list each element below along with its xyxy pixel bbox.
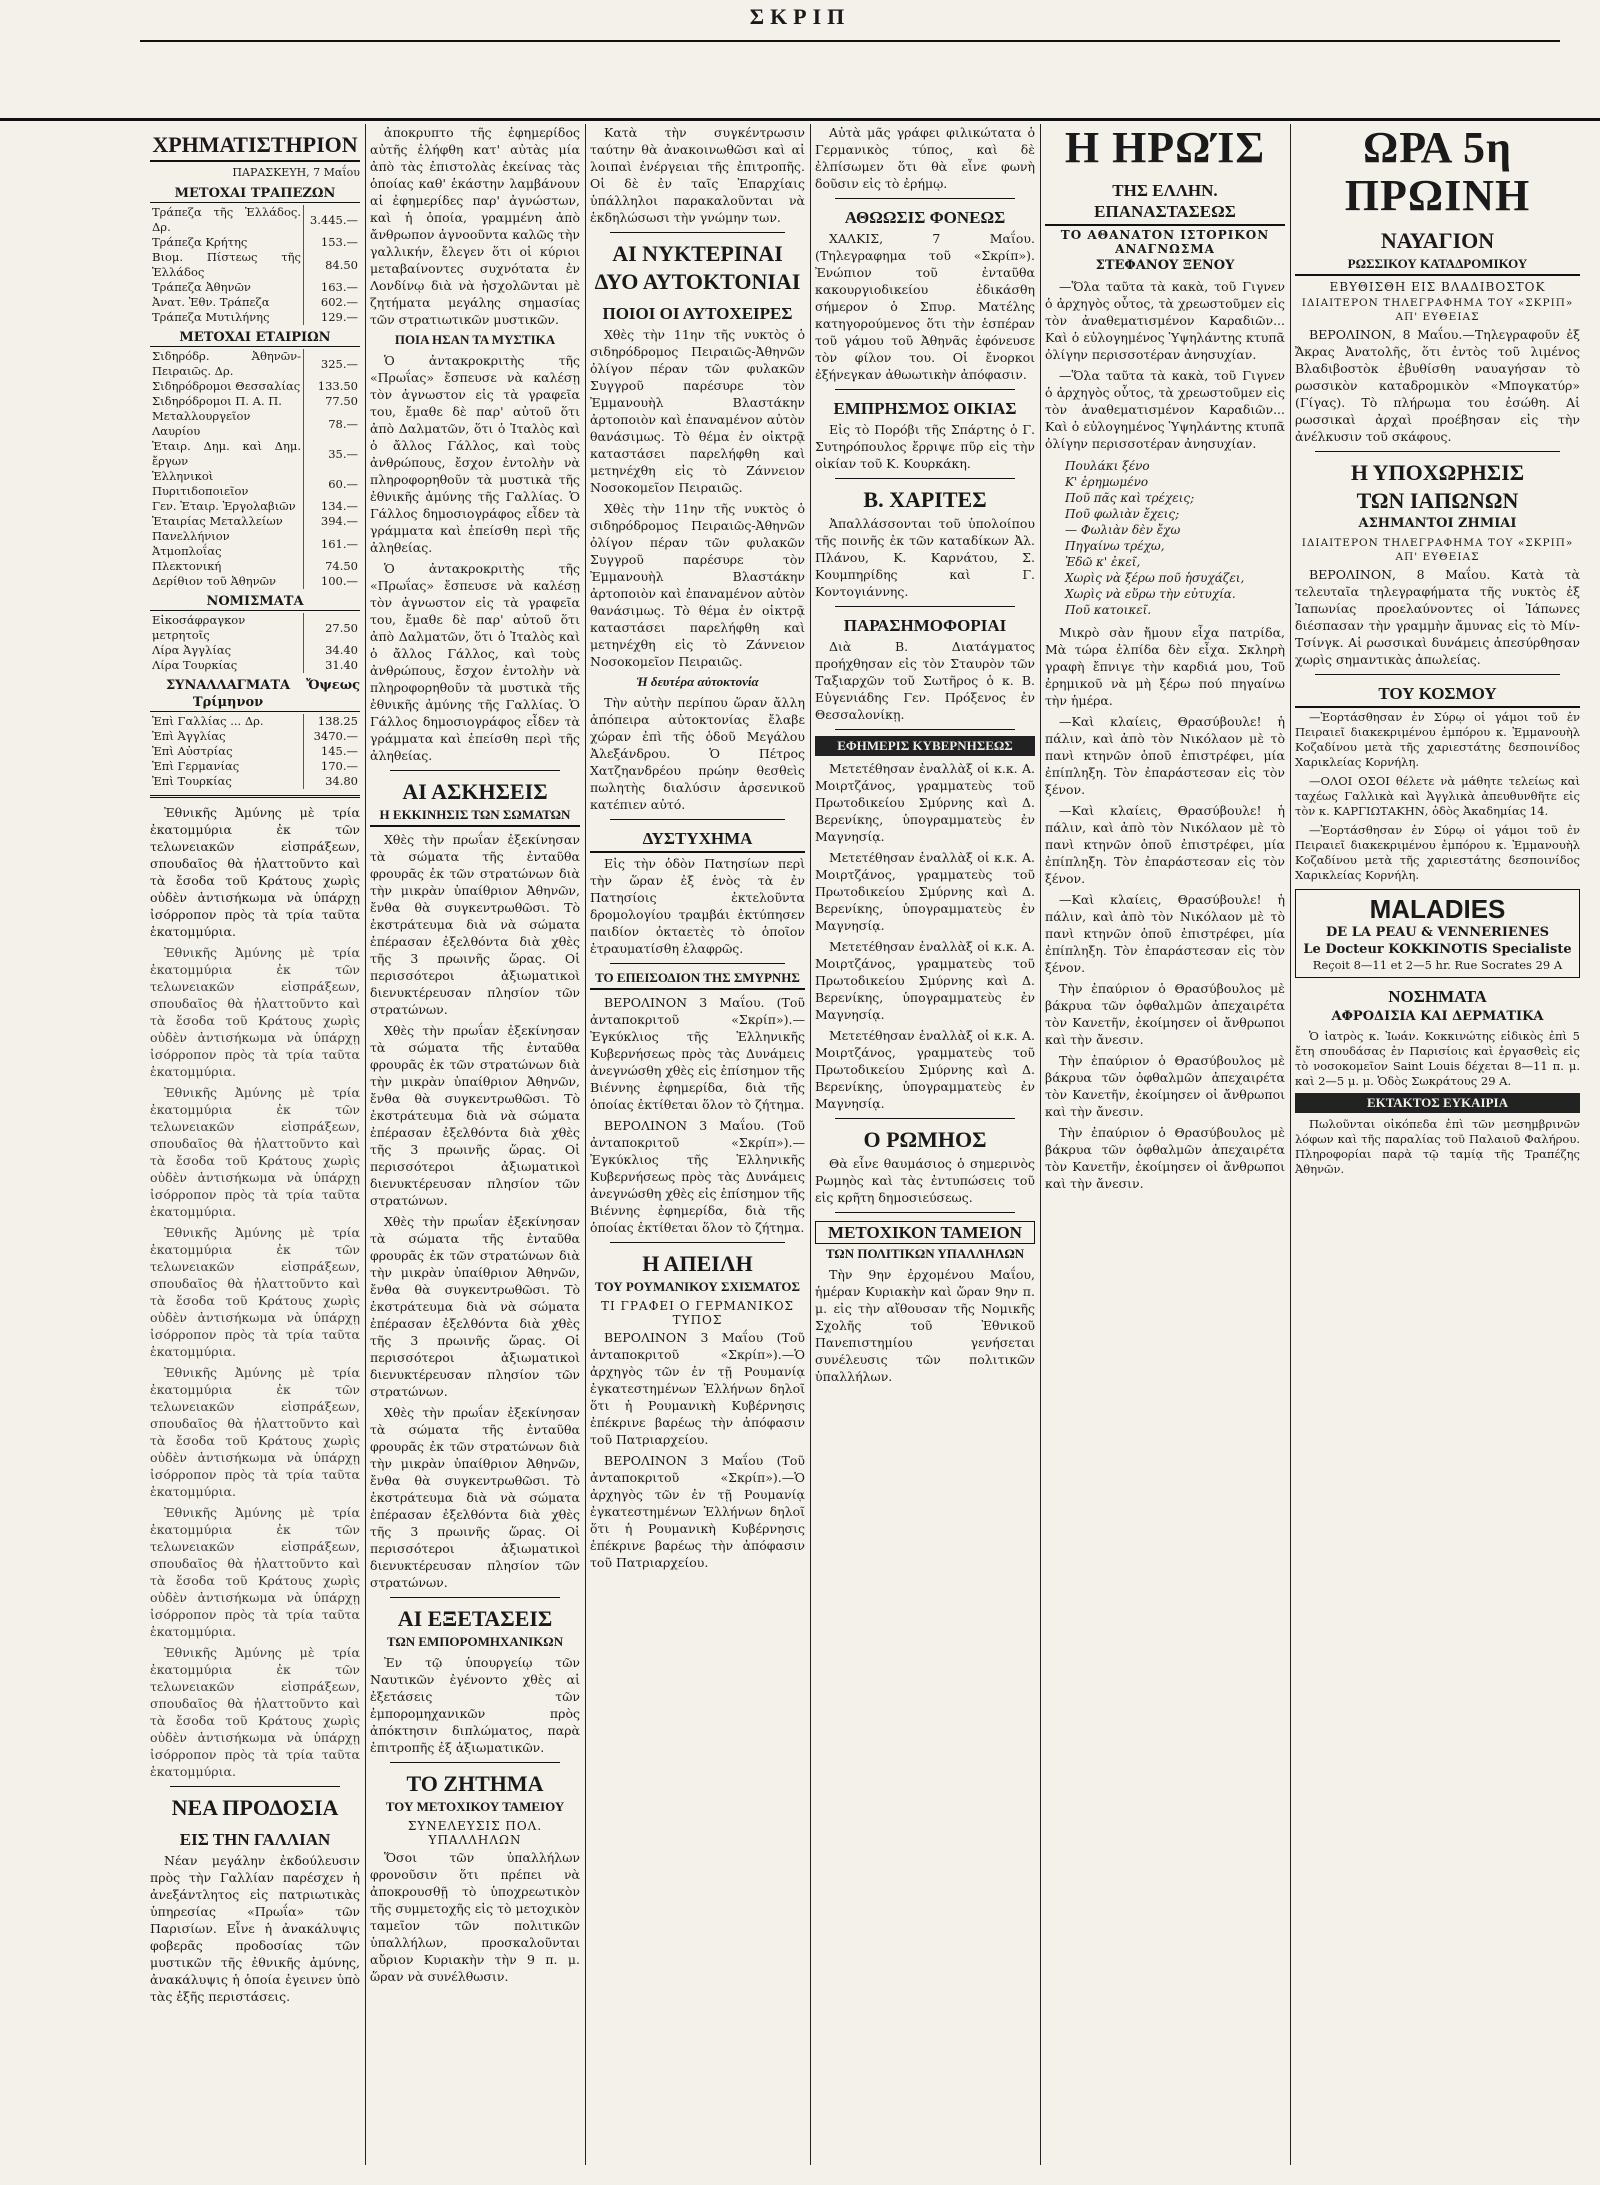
poem-line: Ποῦ πᾶς καὶ τρέχεις; <box>1065 491 1195 505</box>
story-caption: ΣΥΝΕΛΕΥΣΙΣ ΠΟΛ. ΥΠΑΛΛΗΛΩΝ <box>407 1819 543 1847</box>
rate-row <box>150 205 360 235</box>
breaking-headline: ΩΡΑ 5η ΠΡΩΙΝΗ <box>1344 124 1531 220</box>
story-body: Ἐν τῷ ὑπουργείῳ τῶν Ναυτικῶν ἐγένοντο χθὲς αἱ ἐξετάσεις τῶν ἐμπορομηχανικῶν πρὸς ἀπόκτησιν διπλώματος, παρὰ ἐπιτροπῆς ἐξ ἀξιωματικῶν. <box>370 1655 580 1755</box>
rate-label: Τράπεζα Ἀθηνῶν <box>152 280 251 294</box>
story-subtitle: ΤΟΥ ΜΕΤΟΧΙΚΟΥ ΤΑΜΕΙΟΥ <box>385 1799 565 1814</box>
story-body: Νέαν μεγάλην ἐκδούλευσιν πρὸς τὴν Γαλλίαν παρέσχεν ἡ ἀνεξάντλητος εἰς πατριωτικὰς ὑπηρεσίας «Πρωΐα» τῶν Παρισίων. Εἶνε ἡ ἀνακάλυψις φοβερᾶς προδοσίας τῶν μυστικῶν τῆς ἐθνικῆς ἀμύνης, ἀνακάλυψις ἡ ὁποία ἐγεινεν ὑπὸ τὰς ἑξῆς περιστάσεις. <box>150 1853 360 2004</box>
poem <box>1065 458 1285 618</box>
article-body: Ἐθνικῆς Ἀμύνης μὲ τρία ἐκατομμύρια ἐκ τῶν τελωνειακῶν εἰσπράξεων, σπουδαῖος θὰ ἠλαττοῦντο καὶ τὰ ἔσοδα τοῦ Κράτους χωρὶς οὐδὲν ἀντισήκωμα νὰ ὑπάρχῃ ἰσόρροπον πρὸς τὰ τρία ταῦτα ἑκατομμύρια. <box>150 1225 360 1359</box>
rate-row <box>150 349 360 379</box>
rate-label: Βιομ. Πίστεως τῆς Ἑλλάδος <box>152 250 301 279</box>
rate-value: 153.— <box>304 235 361 250</box>
rate-value: 34.80 <box>304 774 361 789</box>
rate-value: 84.50 <box>304 250 361 280</box>
serial-subtitle: ΤΗΣ ΕΛΛΗΝ. ΕΠΑΝΑΣΤΑΣΕΩΣ <box>1045 180 1285 226</box>
story-body: Χθὲς τὴν πρωΐαν ἐξεκίνησαν τὰ σώματα τῆς ἐνταῦθα φρουρᾶς ἐκ τῶν στρατώνων διὰ τὴν μικρὰν ὑπαίθριον Ἀθηνῶν, ἔνθα θὰ συγκεντρωθῶσι. Τὸ ἐκστράτευμα διὰ νὰ σώματα ἐπέρασαν ἐξελθόντα διὰ χθὲς τῆς 3 πρωινῆς ὥρας. Οἱ περισσότεροι ἀξιωματικοὶ διενυκτέρευσαν πλησίον τῶν στρατώνων. <box>370 1214 580 1399</box>
rate-value: 161.— <box>304 529 361 559</box>
story-caption: ΙΔΙΑΙΤΕΡΟΝ ΤΗΛΕΓΡΑΦΗΜΑ ΤΟΥ «ΣΚΡΙΠ» ΑΠ' ΕΥΘΕΙΑΣ <box>1301 297 1574 323</box>
rate-row <box>150 774 360 789</box>
story-caption: ΑΣΗΜΑΝΤΟΙ ΖΗΜΙΑΙ <box>1358 516 1517 531</box>
story-title: ΝΑΥΑΓΙΟΝ <box>1380 228 1495 253</box>
story-title: Η ΑΠΕΙΛΗ <box>642 1251 753 1276</box>
rate-label: Τράπεζα Μυτιλήνης <box>152 310 270 324</box>
divider <box>610 1242 785 1243</box>
story-title: ΤΟ ΖΗΤΗΜΑ <box>406 1771 544 1796</box>
poem-line: Χωρὶς νὰ ξέρω ποῦ ἡσυχάζει, <box>1065 571 1245 585</box>
rate-row <box>150 280 360 295</box>
column-divider <box>810 124 811 2165</box>
double-rule <box>150 795 360 798</box>
stock-exchange-title: ΧΡΗΜΑΤΙΣΤΗΡΙΟΝ <box>150 132 360 162</box>
rate-value: 145.— <box>304 744 361 759</box>
story-body: Μετετέθησαν ἐναλλὰξ οἱ κ.κ. Α. Μοιρτζάνος, γραμματεὺς τοῦ Πρωτοδικείου Σμύρνης καὶ Δ. Βερενίκης, ὑπογραμματεὺς ἐν Μαγνησίᾳ. <box>815 761 1035 844</box>
story-subtitle: ΤΩΝ ΕΜΠΟΡΟΜΗΧΑΝΙΚΩΝ <box>386 1634 564 1649</box>
story-subtitle: ΕΙΣ ΤΗΝ ΓΑΛΛΙΑΝ <box>179 1830 331 1849</box>
rate-row <box>150 643 360 658</box>
banks-table <box>150 205 360 325</box>
rate-label: Εἰκοσάφραγκον μετρητοῖς <box>152 613 246 642</box>
story-caption: ΙΔΙΑΙΤΕΡΟΝ ΤΗΛΕΓΡΑΦΗΜΑ ΤΟΥ «ΣΚΡΙΠ» ΑΠ' ΕΥΘΕΙΑΣ <box>1301 537 1574 563</box>
rate-value: 394.— <box>304 514 361 529</box>
story-body: Χθὲς τὴν πρωΐαν ἐξεκίνησαν τὰ σώματα τῆς ἐνταῦθα φρουρᾶς ἐκ τῶν στρατώνων διὰ τὴν μικρὰν ὑπαίθριον Ἀθηνῶν, ἔνθα θὰ συγκεντρωθῶσι. Τὸ ἐκστράτευμα διὰ νὰ σώματα ἐπέρασαν ἐξελθόντα διὰ χθὲς τῆς 3 πρωινῆς ὥρας. Οἱ περισσότεροι ἀξιωματικοὶ διενυκτέρευσαν πλησίον τῶν στρατώνων. <box>370 1405 580 1590</box>
ad-title: ΕΚΤΑΚΤΟΣ ΕΥΚΑΙΡΙΑ <box>1295 1093 1580 1113</box>
story-body: Θὰ εἶνε θαυμάσιος ὁ σημερινὸς Ρωμηὸς καὶ τὰς ἐντυπώσεις τοῦ εἰς κρῆτη δημοσιεύσεως. <box>815 1156 1035 1205</box>
story-title: ΑΙ ΝΥΚΤΕΡΙΝΑΙ <box>612 241 783 266</box>
divider <box>610 232 785 233</box>
column-2 <box>370 124 580 2165</box>
rate-value: 138.25 <box>304 714 361 729</box>
divider <box>1315 674 1560 675</box>
story-body: Ὅσοι τῶν ὑπαλλήλων φρονοῦσιν ὅτι πρέπει νὰ ἀποκρουσθῇ τὸ ὑποχρεωτικὸν τῆς συμμετοχῆς εἰς τὸ μετοχικὸν ταμεῖον τῶν πολιτικῶν ὑπαλλήλων, προσκαλοῦνται αὔριον Κυριακὴν τὴν 9 π. μ. ὥραν νὰ συνέλθωσιν. <box>370 1850 580 1984</box>
story-body: Τὴν 9ην ἐρχομένου Μαΐου, ἡμέραν Κυριακὴν καὶ ὥραν 9ην π. μ. εἰς τὴν αἴθουσαν τῆς Νομικῆς Σχολῆς τοῦ Ἐθνικοῦ Πανεπιστημίου γενήσεται συνέλευσις τῶν πολιτικῶν ὑπαλλήλων. <box>815 1267 1035 1384</box>
rate-row <box>150 658 360 673</box>
poem-line: Ποῦ κατοικεῖ. <box>1065 603 1152 617</box>
article-body: Ὁ ἀντακροκριτὴς τῆς «Πρωΐας» ἔσπευσε νὰ καλέσῃ τὸν ἀγνωστον εἰς τὰ γραφεῖα του, ἔμαθε δὲ παρ' αὐτοῦ ὅτι ἀπὸ Δαλματῶν, ὅτι ὁ Ἰταλὸς καὶ ὁ ἄλλος Γάλλος, καὶ τοὺς ἀνθρώπους, ἔσχον ἐντολὴν νὰ πληροφορηθοῦν τὰ μυστικὰ τῆς ἐθνικῆς ἀμύνης τῆς Γαλλίας. Ὁ Γάλλος δημοσιογράφος εἶδεν τὰ γράμματα καὶ ἐπείσθη περὶ τῆς ἀληθείας. <box>370 561 580 763</box>
story-title: ΑΙ ΑΣΚΗΣΕΙΣ <box>402 779 548 804</box>
story-body: Χθὲς τὴν πρωΐαν ἐξεκίνησαν τὰ σώματα τῆς ἐνταῦθα φρουρᾶς ἐκ τῶν στρατώνων διὰ τὴν μικρὰν ὑπαίθριον Ἀθηνῶν, ἔνθα θὰ συγκεντρωθῶσι. Τὸ ἐκστράτευμα διὰ νὰ σώματα ἐπέρασαν ἐξελθόντα διὰ χθὲς τῆς 3 πρωινῆς ὥρας. Οἱ περισσότεροι ἀξιωματικοὶ διενυκτέρευσαν πλησίον τῶν στρατώνων. <box>370 832 580 1017</box>
rate-label: Τράπεζα Κρήτης <box>152 235 248 249</box>
rate-label: Πανελλήνιον Ἀτμοπλοΐας <box>152 529 230 558</box>
rate-label: Λίρα Τουρκίας <box>152 658 238 672</box>
rate-row <box>150 729 360 744</box>
divider <box>835 1118 1015 1119</box>
story-title-line2: ΤΩΝ ΙΑΠΩΝΩΝ <box>1356 488 1519 513</box>
column-divider <box>585 124 586 2165</box>
serial-body: —Ὅλα ταῦτα τὰ κακὰ, τοῦ Γιγνεν ὁ ἀρχηγὸς οὗτος, τὰ χρεωστοῦμεν εἰς τὸν ἀναθεματισμένον Καραδιῶν... Καὶ ὁ εὐλογημένος Ὑψηλάντης κτυπᾶ ὀλίγην περισσοτέραν ἀνησυχίαν. <box>1045 368 1285 451</box>
story-body: Χθὲς τὴν πρωΐαν ἐξεκίνησαν τὰ σώματα τῆς ἐνταῦθα φρουρᾶς ἐκ τῶν στρατώνων διὰ τὴν μικρὰν ὑπαίθριον Ἀθηνῶν, ἔνθα θὰ συγκεντρωθῶσι. Τὸ ἐκστράτευμα διὰ νὰ σώματα ἐπέρασαν ἐξελθόντα διὰ χθὲς τῆς 3 πρωινῆς ὥρας. Οἱ περισσότεροι ἀξιωματικοὶ διενυκτέρευσαν πλησίον τῶν στρατώνων. <box>370 1023 580 1208</box>
story-title: ΜΕΤΟΧΙΚΟΝ ΤΑΜΕΙΟΝ <box>815 1221 1035 1244</box>
rate-row <box>150 744 360 759</box>
paper-name: ΣΚΡΙΠ <box>749 4 851 29</box>
story-subtitle: Η ΕΚΚΙΝΗΣΙΣ ΤΩΝ ΣΩΜΑΤΩΝ <box>370 807 580 827</box>
rate-row <box>150 499 360 514</box>
rate-label: Μεταλλουργεῖον Λαυρίου <box>152 409 251 438</box>
article-body: ἀποκρυπτο τῆς ἐφημερίδος αὐτῆς ἐλήφθη κατ' αὐτὰς μία ἀπὸ τὰς ἐπιστολὰς ἐκείνας τὰς ὁποίας καθ' ἑκάστην λαμβάνουν αἱ ἐφημερίδες παρ' ἀγνώστων, καὶ ἡ ὁποία, γραμμένη ἀπὸ ἄνθρωπον ἀγνοοῦντα καλῶς τὴν γαλλικήν, ἔλεγεν ὅτι οἱ κύριοι μεταβαίνοντες συχνότατα ἐν Λονδίνῳ διὰ νὰ ἠσχολῶνται μὲ ζητήματα μεγάλης σημασίας τῶν στρατιωτικῶν μυστικῶν. <box>370 125 580 327</box>
divider <box>835 1212 1015 1213</box>
rate-value: 78.— <box>304 409 361 439</box>
story-body: Εἰς τὸ Πορόβι τῆς Σπάρτης ὁ Γ. Συτηρόπουλος ἔρριψε πῦρ εἰς τὴν οἰκίαν τοῦ Κ. Κουρκάκη. <box>815 422 1035 471</box>
story-body: —Ἑορτάσθησαν ἐν Σύρῳ οἱ γάμοι τοῦ ἐν Πειραιεῖ διακεκριμένου ἐμπόρου κ. Ἐμμανουὴλ Κοζαδίνου μετὰ τῆς χαριεστάτης δεσποινίδος Χαρικλείας Κορνήλη. <box>1295 823 1580 882</box>
rate-row <box>150 439 360 469</box>
rate-value: 170.— <box>304 759 361 774</box>
coins-header: ΝΟΜΙΣΜΑΤΑ <box>150 593 360 611</box>
rate-row <box>150 310 360 325</box>
rate-label: Γεν. Ἑταιρ. Ἐργολαβιῶν <box>152 499 296 513</box>
ad-doctor: Le Docteur KOKKINOTIS Specialiste <box>1303 942 1572 957</box>
rate-row <box>150 574 360 589</box>
rate-value: 602.— <box>304 295 361 310</box>
story-title: Ο ΡΩΜΗΟΣ <box>863 1127 987 1152</box>
rate-label: Ἑταιρ. Δημ. καὶ Δημ. ἔργων <box>152 439 301 468</box>
story-title: ΤΟ ΕΠΕΙΣΟΔΙΟΝ ΤΗΣ ΣΜΥΡΝΗΣ <box>590 970 805 990</box>
fx-header-left: ΣΥΝΑΛΛΑΓΜΑΤΑ Τρίμηνον <box>165 678 291 710</box>
poem-line: Πηγαίνω τρέχω, <box>1065 539 1165 553</box>
masthead-rule <box>140 40 1560 42</box>
rate-label: Τράπεζα τῆς Ἑλλάδος. Δρ. <box>152 205 301 234</box>
serial-caption: ΤΟ ΑΘΑΝΑΤΟΝ ΙΣΤΟΡΙΚΟΝ ΑΝΑΓΝΩΣΜΑ <box>1060 228 1270 256</box>
divider <box>170 1786 340 1787</box>
rate-row <box>150 379 360 394</box>
ad-title: ΝΟΣΗΜΑΤΑ <box>1388 987 1487 1006</box>
rate-label: Πλεκτονική <box>152 559 222 573</box>
rate-row <box>150 469 360 499</box>
serial-body: —Καὶ κλαίεις, Θρασύβουλε! ἡ πάλιν, καὶ ἀπὸ τὸν Νικόλαον μὲ τὸ πανὶ κτηνῶν ὁποῦ ἐπιστρέφει, μία ἐπίπληξη. Τὸν ἐπαράστεσαν εἰς τὸν ξένον. <box>1045 892 1285 975</box>
story-title-line2: ΔΥΟ ΑΥΤΟΚΤΟΝΙΑΙ <box>594 269 801 294</box>
divider <box>1315 451 1560 452</box>
rate-value: 325.— <box>304 349 361 379</box>
rate-value: 133.50 <box>304 379 361 394</box>
divider <box>610 819 785 820</box>
rate-value: 129.— <box>304 310 361 325</box>
story-body: ΒΕΡΟΛΙΝΟΝ 3 Μαΐου. (Τοῦ ἀνταποκριτοῦ «Σκρίπ»).—Ἐγκύκλιος τῆς Ἑλληνικῆς Κυβερνήσεως πρὸς τὰς Δυνάμεις ἀνεγνώσθη χθὲς εἰς ἐπίσημον τῆς Βιέννης ἐφημερίδα, διὰ τῆς ὁποίας ἐκτίθεται ὅλον τὸ ζήτημα. <box>590 995 805 1112</box>
story-body: Ἀπαλλάσσονται τοῦ ὑπολοίπου τῆς ποινῆς ἐκ τῶν καταδίκων Ἀλ. Πλάνου, Κ. Καρνάτου, Σ. Κουμπηρίδης καὶ Γ. Κοντογιάννης. <box>815 516 1035 599</box>
serial-body: Τὴν ἐπαύριον ὁ Θρασύβουλος μὲ βάκρυα τῶν ὀφθαλμῶν ἀπεχαιρέτα τὸν Κανετῆν, ἐκοίμησεν οἱ ἄνθρωποι καὶ τὴν ἄνεσιν. <box>1045 1125 1285 1191</box>
story-body: Χθὲς τὴν 11ην τῆς νυκτὸς ὁ σιδηρόδρομος Πειραιῶς-Ἀθηνῶν ὀλίγον πέραν τῶν φυλακῶν Συγγροῦ παρέσυρε τὸν Ἐμμανουὴλ Βλαστάκην ἀρτοποιὸν καὶ ἐπαναμένον αὐτὸν θανάσιμως. Τὸ θέμα ἐν οἰκτρᾷ καταστάσει παρελήφθη καὶ μετηνέχθη εἰς τὸ Ζάννειον Νοσοκομεῖον Πειραιῶς. <box>590 501 805 669</box>
rate-value: 35.— <box>304 439 361 469</box>
divider <box>610 963 785 964</box>
rate-row <box>150 235 360 250</box>
story-title: Η ΥΠΟΧΩΡΗΣΙΣ <box>1350 460 1525 485</box>
rate-label: Ἐπὶ Γερμανίας <box>152 759 240 773</box>
story-title: ΤΟΥ ΚΟΣΜΟΥ <box>1295 683 1580 708</box>
rate-label: Ἐπὶ Τουρκίας <box>152 774 232 788</box>
rate-label: Ἑλληνικοὶ Πυριτιδοποιεῖον <box>152 469 249 498</box>
divider <box>390 770 560 771</box>
article-body: Ἐθνικῆς Ἀμύνης μὲ τρία ἐκατομμύρια ἐκ τῶν τελωνειακῶν εἰσπράξεων, σπουδαῖος θὰ ἠλαττοῦντο καὶ τὰ ἔσοδα τοῦ Κράτους χωρὶς οὐδὲν ἀντισήκωμα νὰ ὑπάρχῃ ἰσόρροπον πρὸς τὰ τρία ταῦτα ἑκατομμύρια. <box>150 945 360 1079</box>
rate-label: Ἀνατ. Ἐθν. Τράπεζα <box>152 295 270 309</box>
rate-label: Σιδηρόδρ. Ἀθηνῶν-Πειραιῶς. Δρ. <box>152 349 301 378</box>
rate-label: Ἐπὶ Ἀγγλίας <box>152 729 226 743</box>
divider <box>835 478 1015 479</box>
serial-body: Τὴν ἐπαύριον ὁ Θρασύβουλος μὲ βάκρυα τῶν ὀφθαλμῶν ἀπεχαιρέτα τὸν Κανετῆν, ἐκοίμησεν οἱ ἄνθρωποι καὶ τὴν ἄνεσιν. <box>1045 1053 1285 1119</box>
article-body: Ἐθνικῆς Ἀμύνης μὲ τρία ἐκατομμύρια ἐκ τῶν τελωνειακῶν εἰσπράξεων, σπουδαῖος θὰ ἠλαττοῦντο καὶ τὰ ἔσοδα τοῦ Κράτους χωρὶς οὐδὲν ἀντισήκωμα νὰ ὑπάρχῃ ἰσόρροπον πρὸς τὰ τρία ταῦτα ἑκατομμύρια. <box>150 1085 360 1219</box>
story-subtitle: ΤΩΝ ΠΟΛΙΤΙΚΩΝ ΥΠΑΛΛΗΛΩΝ <box>825 1246 1025 1261</box>
story-body: —Ἑορτάσθησαν ἐν Σύρῳ οἱ γάμοι τοῦ ἐν Πειραιεῖ διακεκριμένου ἐμπόρου κ. Ἐμμανουὴλ Κοζαδίνου μετὰ τῆς χαριεστάτης δεσποινίδος Χαρικλείας Κορνήλη. <box>1295 710 1580 769</box>
rate-row <box>150 514 360 529</box>
fx-table <box>150 714 360 789</box>
column-divider <box>365 124 366 2165</box>
article-body: Κατὰ τὴν συγκέντρωσιν ταύτην θὰ ἀνακοινωθῶσι καὶ αἱ λοιπαὶ ἐνέργειαι τῆς ἐπιτροπῆς. Οἱ δὲ ἐν ταῖς Ἐπαρχίαις ὑπάλληλοι παρακαλοῦνται νὰ ἐκδηλώσωσι τὴν γνώμην των. <box>590 125 805 225</box>
poem-line: Χωρὶς νὰ εὕρω τὴν εὐτυχία. <box>1065 587 1236 601</box>
story-subtitle: ΤΟΥ ΡΟΥΜΑΝΙΚΟΥ ΣΧΙΣΜΑΤΟΣ <box>595 1279 800 1294</box>
story-body: ΒΕΡΟΛΙΝΟΝ 3 Μαΐου. (Τοῦ ἀνταποκριτοῦ «Σκρίπ»).—Ἐγκύκλιος τῆς Ἑλληνικῆς Κυβερνήσεως πρὸς τὰς Δυνάμεις ἀνεγνώσθη χθὲς εἰς ἐπίσημον τῆς Βιέννης ἐφημερίδα, διὰ τῆς ὁποίας ἐκτίθεται ὅλον τὸ ζήτημα. <box>590 1118 805 1235</box>
rate-row <box>150 295 360 310</box>
exchange-day: ΠΑΡΑΣΚΕΥΗ, 7 Μαΐου <box>232 166 360 179</box>
rate-label: Ἐπὶ Αὐστρίας <box>152 744 233 758</box>
serial-body: —Καὶ κλαίεις, Θρασύβουλε! ἡ πάλιν, καὶ ἀπὸ τὸν Νικόλαον μὲ τὸ πανὶ κτηνῶν ὁποῦ ἐπιστρέφει, μία ἐπίπληξη. Τὸν ἐπαράστεσαν εἰς τὸν ξένον. <box>1045 803 1285 886</box>
story-body: Διὰ Β. Διατάγματος προήχθησαν εἰς τὸν Σταυρὸν τῶν Ταξιαρχῶν τοῦ Σωτῆρος ὁ κ. Β. Εὐγενιάδης Γεν. Πρόξενος ἐν Θεσσαλονίκῃ. <box>815 639 1035 722</box>
story-body: ΒΕΡΟΛΙΝΟΝ 3 Μαΐου (Τοῦ ἀνταποκριτοῦ «Σκρίπ»).—Ὁ ἀρχηγὸς τῶν ἐν τῇ Ρουμανίᾳ ἐγκατεστημένων Ἑλλήνων δηλοῖ ὅτι ἡ Ρουμανικὴ Κυβέρνησις ἐπέκρινε βαρέως τὴν ἀπόφασιν τοῦ Πατριαρχείου. <box>590 1330 805 1447</box>
article-body: Τὴν αὐτὴν περίπου ὥραν ἄλλη ἀπόπειρα αὐτοκτονίας ἔλαβε χώραν ἐπὶ τῆς ὁδοῦ Μεγάλου Ἀλεξάνδρου. Ὁ Πέτρος Χατζηανδρέου πρώην θεσθεὶς πωλητὴς διαλύσιν ἀρσενικοῦ κατέπιεν αὐτό. <box>590 695 805 812</box>
story-body: Εἰς τὴν ὁδὸν Πατησίων περὶ τὴν ὥραν ἐξ ἑνὸς τὰ ἐν Πατησίοις ἐκτελοῦντα δρομολογίου τραμβάι ἐκτύπησεν παιδίον ὀκταετὲς τὸ ὁποῖον ἐτραυματίσθη ἐλαφρῶς. <box>590 856 805 956</box>
story-body: Μετετέθησαν ἐναλλὰξ οἱ κ.κ. Α. Μοιρτζάνος, γραμματεὺς τοῦ Πρωτοδικείου Σμύρνης καὶ Δ. Βερενίκης, ὑπογραμματεὺς ἐν Μαγνησίᾳ. <box>815 939 1035 1022</box>
story-body: —ΟΛΟΙ ΟΣΟΙ θέλετε νὰ μάθητε τελείως καὶ ταχέως Γαλλικὰ καὶ Ἀγγλικὰ ἀπευθυνθῆτε εἰς τὸν κ. ΚΑΡΓΙΩΤΑΚΗΝ, ὁδὸς Ἀκαδημίας 14. <box>1295 774 1580 818</box>
rate-row <box>150 529 360 559</box>
rate-value: 134.— <box>304 499 361 514</box>
story-body: ΧΑΛΚΙΣ, 7 Μαΐου. (Τηλεγραφημα τοῦ «Σκρίπ»). Ἐνώπιον τοῦ ἐνταῦθα κακουργιοδικείου ἐδικάσθη σήμερον ὁ Σπυρ. Ματέλης κατηγορούμενος ὅτι τὴν ἑσπέραν τοῦ γάμου τοῦ Ἀθηνᾶς ἐφόνευσε τὸν φίλον του. Οἱ ἔνορκοι ἐξήνεγκαν ἀθωωτικὴν ἀπόφασιν. <box>815 231 1035 382</box>
story-title: ΑΘΩΩΣΙΣ ΦΟΝΕΩΣ <box>844 208 1006 227</box>
poem-line: Ἐδῶ κ' ἐκεῖ, <box>1065 555 1141 569</box>
ad-body: Ὁ ἰατρὸς κ. Ἰωάν. Κοκκινώτης εἰδικὸς ἐπὶ 5 ἔτη σπουδάσας ἐν Παρισίοις καὶ ἐργασθεὶς εἰς τὸ νοσοκομεῖον Saint Louis δέχεται 8—11 π. μ. καὶ 2—5 μ. μ. Ὁδὸς Σωκράτους 29 Α. <box>1295 1029 1580 1088</box>
article-body: Αὐτὰ μᾶς γράφει φιλικώτατα ὁ Γερμανικὸς τύπος, καὶ δὲ ἐλπίσωμεν ὅτι θὰ εἶνε φωνὴ δοῦσιν εἰς τὸ ἐρήμῳ. <box>815 125 1035 191</box>
column-divider <box>1290 124 1291 2165</box>
ad-title: MALADIES <box>1369 894 1506 924</box>
rate-value: 27.50 <box>304 613 361 643</box>
rate-value: 77.50 <box>304 394 361 409</box>
story-body: Χθὲς τὴν 11ην τῆς νυκτὸς ὁ σιδηρόδρομος Πειραιῶς-Ἀθηνῶν ὀλίγον πέραν τῶν φυλακῶν Συγγροῦ παρέσυρε τὸν Ἐμμανουὴλ Βλαστάκην ἀρτοποιὸν καὶ ἐπαναμένον αὐτὸν θανάσιμως. Τὸ θέμα ἐν οἰκτρᾷ καταστάσει παρελήφθη καὶ μετηνέχθη εἰς τὸ Ζάννειον Νοσοκομεῖον Πειραιῶς. <box>590 327 805 495</box>
rate-label: Ἑταιρίας Μεταλλείων <box>152 514 283 528</box>
story-body: Μετετέθησαν ἐναλλὰξ οἱ κ.κ. Α. Μοιρτζάνος, γραμματεὺς τοῦ Πρωτοδικείου Σμύρνης καὶ Δ. Βερενίκης, ὑπογραμματεὺς ἐν Μαγνησίᾳ. <box>815 850 1035 933</box>
rate-label: Δερίθιον τοῦ Ἀθηνῶν <box>152 574 276 588</box>
story-body: ΒΕΡΟΛΙΝΟΝ, 8 Μαΐου.—Τηλεγραφοῦν ἐξ Ἄκρας Ἀνατολῆς, ὅτι ἐντὸς τοῦ λιμένος Βλαδιβοστὸκ ἐβυθίσθη ναυαγήσαν τὸ ρωσσικὸν καταδρομικὸν «Μπογκατύρ» (Γίγας). Τὸ πλήρωμα του ἐσώθη. Αἱ ρωσσικαὶ ἀρχαὶ προέβησαν εἰς τὴν ἀνέλκυσιν τοῦ σκάφους. <box>1295 327 1580 444</box>
divider <box>835 389 1015 390</box>
serial-title: Η ΗΡΩΊΣ <box>1064 124 1266 172</box>
masthead <box>0 0 1600 121</box>
rate-row <box>150 613 360 643</box>
rate-row <box>150 559 360 574</box>
coins-table <box>150 613 360 673</box>
article-body: Ἐθνικῆς Ἀμύνης μὲ τρία ἐκατομμύρια ἐκ τῶν τελωνειακῶν εἰσπράξεων, σπουδαῖος θὰ ἠλαττοῦντο καὶ τὰ ἔσοδα τοῦ Κράτους χωρὶς οὐδὲν ἀντισήκωμα νὰ ὑπάρχῃ ἰσόρροπον πρὸς τὰ τρία ταῦτα ἑκατομμύρια. <box>150 1365 360 1499</box>
divider <box>835 729 1015 730</box>
rate-row <box>150 759 360 774</box>
rate-value: 60.— <box>304 469 361 499</box>
subheading: ΠΟΙΑ ΗΣΑΝ ΤΑ ΜΥΣΤΙΚΑ <box>394 332 556 347</box>
subheading: Ἡ δευτέρα αὐτοκτονία <box>636 674 759 689</box>
ad-body: Πωλοῦνται οἰκόπεδα ἐπὶ τῶν μεσημβρινῶν λόφων καὶ τῆς παραλίας τοῦ Παλαιοῦ Φαλήρου. Πληροφορίαι παρὰ τῷ ταμίᾳ τῆς Τραπέζης Ἀθηνῶν. <box>1295 1117 1580 1176</box>
rate-value: 3470.— <box>304 729 361 744</box>
story-body: Μετετέθησαν ἐναλλὰξ οἱ κ.κ. Α. Μοιρτζάνος, γραμματεὺς τοῦ Πρωτοδικείου Σμύρνης καὶ Δ. Βερενίκης, ὑπογραμματεὺς ἐν Μαγνησίᾳ. <box>815 1028 1035 1111</box>
rate-value: 163.— <box>304 280 361 295</box>
ad-line: DE LA PEAU & VENNERIENES <box>1326 925 1549 940</box>
rate-row <box>150 714 360 729</box>
rate-value: 74.50 <box>304 559 361 574</box>
divider <box>835 198 1015 199</box>
story-title: ΕΦΗΜΕΡΙΣ ΚΥΒΕΡΝΗΣΕΩΣ <box>815 736 1035 756</box>
ad-subtitle: ΑΦΡΟΔΙΣΙΑ ΚΑΙ ΔΕΡΜΑΤΙΚΑ <box>1331 1009 1544 1024</box>
story-body: ΒΕΡΟΛΙΝΟΝ 3 Μαΐου (Τοῦ ἀνταποκριτοῦ «Σκρίπ»).—Ὁ ἀρχηγὸς τῶν ἐν τῇ Ρουμανίᾳ ἐγκατεστημένων Ἑλλήνων δηλοῖ ὅτι ἡ Ρουμανικὴ Κυβέρνησις ἐπέκρινε βαρέως τὴν ἀπόφασιν τοῦ Πατριαρχείου. <box>590 1453 805 1570</box>
serial-author: ΣΤΕΦΑΝΟΥ ΞΕΝΟΥ <box>1095 258 1235 273</box>
story-title: ΔΥΣΤΥΧΗΜΑ <box>590 828 805 853</box>
story-caption: ΤΙ ΓΡΑΦΕΙ Ο ΓΕΡΜΑΝΙΚΟΣ ΤΥΠΟΣ <box>600 1299 795 1327</box>
ad-hours: Reçoit 8—11 et 2—5 hr. Rue Socrates 29 A <box>1312 958 1563 972</box>
rate-label: Σιδηρόδρομοι Π. Α. Π. <box>152 394 282 408</box>
rate-row <box>150 250 360 280</box>
banks-header: ΜΕΤΟΧΑΙ ΤΡΑΠΕΖΩΝ <box>150 185 360 203</box>
column-divider <box>1040 124 1041 2165</box>
story-title: Β. ΧΑΡΙΤΕΣ <box>863 487 987 512</box>
story-caption: ΕΒΥΘΙΣΘΗ ΕΙΣ ΒΛΑΔΙΒΟΣΤΟΚ <box>1329 280 1546 294</box>
rate-value: 31.40 <box>304 658 361 673</box>
rate-row <box>150 394 360 409</box>
column-3 <box>590 124 805 2165</box>
story-title: ΝΕΑ ΠΡΟΔΟΣΙΑ <box>171 1795 339 1820</box>
fx-header-right: Ὄψεως <box>306 678 360 693</box>
story-title: ΕΜΠΡΗΣΜΟΣ ΟΙΚΙΑΣ <box>833 399 1017 418</box>
article-body: Ἐθνικῆς Ἀμύνης μὲ τρία ἐκατομμύρια ἐκ τῶν τελωνειακῶν εἰσπράξεων, σπουδαῖος θὰ ἠλαττοῦντο καὶ τὰ ἔσοδα τοῦ Κράτους χωρὶς οὐδὲν ἀντισήκωμα νὰ ὑπάρχῃ ἰσόρροπον πρὸς τὰ τρία ταῦτα ἑκατομμύρια. <box>150 1645 360 1779</box>
rate-value: 100.— <box>304 574 361 589</box>
poem-line: Κ' ἐρημωμένο <box>1065 475 1149 489</box>
serial-body: Τὴν ἐπαύριον ὁ Θρασύβουλος μὲ βάκρυα τῶν ὀφθαλμῶν ἀπεχαιρέτα τὸν Κανετῆν, ἐκοίμησεν οἱ ἄνθρωποι καὶ τὴν ἄνεσιν. <box>1045 981 1285 1047</box>
column-5 <box>1045 124 1285 2165</box>
story-subtitle: ΡΩΣΣΙΚΟΥ ΚΑΤΑΔΡΟΜΙΚΟΥ <box>1295 256 1580 276</box>
divider <box>835 606 1015 607</box>
divider <box>390 1597 560 1598</box>
poem-line: Ποῦ φωλιὰν ἔχεις; <box>1065 507 1180 521</box>
poem-line: Πουλάκι ξένο <box>1065 459 1150 473</box>
poem-line: — Φωλιὰν δὲν ἔχω <box>1065 523 1181 537</box>
rate-label: Λίρα Ἀγγλίας <box>152 643 232 657</box>
companies-table <box>150 349 360 589</box>
story-title: ΠΑΡΑΣΗΜΟΦΟΡΙΑΙ <box>843 616 1007 635</box>
advertisement-box <box>1295 889 1580 978</box>
story-subtitle: ΠΟΙΟΙ ΟΙ ΑΥΤΟΧΕΙΡΕΣ <box>602 304 793 323</box>
divider <box>390 1762 560 1763</box>
rate-label: Σιδηρόδρομοι Θεσσαλίας <box>152 379 301 393</box>
story-title: ΑΙ ΕΞΕΤΑΣΕΙΣ <box>397 1606 553 1631</box>
companies-header: ΜΕΤΟΧΑΙ ΕΤΑΙΡΙΩΝ <box>150 329 360 347</box>
serial-body: —Καὶ κλαίεις, Θρασύβουλε! ἡ πάλιν, καὶ ἀπὸ τὸν Νικόλαον μὲ τὸ πανὶ κτηνῶν ὁποῦ ἐπιστρέφει, μία ἐπίπληξη. Τὸν ἐπαράστεσαν εἰς τὸν ξένον. <box>1045 714 1285 797</box>
rate-label: Ἐπὶ Γαλλίας ... Δρ. <box>152 714 264 728</box>
fx-header <box>150 677 360 712</box>
story-body: ΒΕΡΟΛΙΝΟΝ, 8 Μαΐου. Κατὰ τὰ τελευταῖα τηλεγραφήματα τῆς νυκτὸς ἐξ Ἰαπωνίας προελαύνοντες οἱ Ἰάπωνες διέσπασαν τὴν γραμμὴν ἄμυνας εἰς τὸ Μίν-Τσίνγκ. Αἱ ρωσσικαὶ δυνάμεις ἀπεσύρθησαν χωρὶς σημαντικὰς ἀπωλείας. <box>1295 567 1580 667</box>
rate-value: 3.445.— <box>304 205 361 235</box>
serial-body: —Ὅλα ταῦτα τὰ κακὰ, τοῦ Γιγνεν ὁ ἀρχηγὸς οὗτος, τὰ χρεωστοῦμεν εἰς τὸν ἀναθεματισμένον Καραδιῶν... Καὶ ὁ εὐλογημένος Ὑψηλάντης κτυπᾶ ὀλίγην περισσοτέραν ἀνησυχίαν. <box>1045 279 1285 362</box>
column-1 <box>150 124 360 2165</box>
article-body: Ἐθνικῆς Ἀμύνης μὲ τρία ἐκατομμύρια ἐκ τῶν τελωνειακῶν εἰσπράξεων, σπουδαῖος θὰ ἠλαττοῦντο καὶ τὰ ἔσοδα τοῦ Κράτους χωρὶς οὐδὲν ἀντισήκωμα νὰ ὑπάρχῃ ἰσόρροπον πρὸς τὰ τρία ταῦτα ἑκατομμύρια. <box>150 1505 360 1639</box>
column-6 <box>1295 124 1580 2165</box>
serial-body: Μικρὸ σὰν ἤμουν εἶχα πατρίδα, Μὰ τώρα ἐλπίδα δὲν εἶχα. Σκληρὴ γραφὴ ἔπνιγε τὴν καρδιά μου, Τοῦ ἐρημικοῦ νὰ μὴ ξέρω πού πηγαίνω τὴν ἡμέρα. <box>1045 625 1285 708</box>
rate-row <box>150 409 360 439</box>
rate-value: 34.40 <box>304 643 361 658</box>
article-body: Ἐθνικῆς Ἀμύνης μὲ τρία ἐκατομμύρια ἐκ τῶν τελωνειακῶν εἰσπράξεων, σπουδαῖος θὰ ἠλαττοῦντο καὶ τὰ ἔσοδα τοῦ Κράτους χωρὶς οὐδὲν ἀντισήκωμα νὰ ὑπάρχῃ ἰσόρροπον πρὸς τὰ τρία ταῦτα ἑκατομμύρια. <box>150 805 360 939</box>
column-4 <box>815 124 1035 2165</box>
article-body: Ὁ ἀντακροκριτὴς τῆς «Πρωΐας» ἔσπευσε νὰ καλέσῃ τὸν ἀγνωστον εἰς τὰ γραφεῖα του, ἔμαθε δὲ παρ' αὐτοῦ ὅτι ἀπὸ Δαλματῶν, ὅτι ὁ Ἰταλὸς καὶ ὁ ἄλλος Γάλλος, καὶ τοὺς ἀνθρώπους, ἔσχον ἐντολὴν νὰ πληροφορηθοῦν τὰ μυστικὰ τῆς ἐθνικῆς ἀμύνης τῆς Γαλλίας. Ὁ Γάλλος δημοσιογράφος εἶδεν τὰ γράμματα καὶ ἐπείσθη περὶ τῆς ἀληθείας. <box>370 353 580 555</box>
article-continuation <box>150 944 360 1780</box>
